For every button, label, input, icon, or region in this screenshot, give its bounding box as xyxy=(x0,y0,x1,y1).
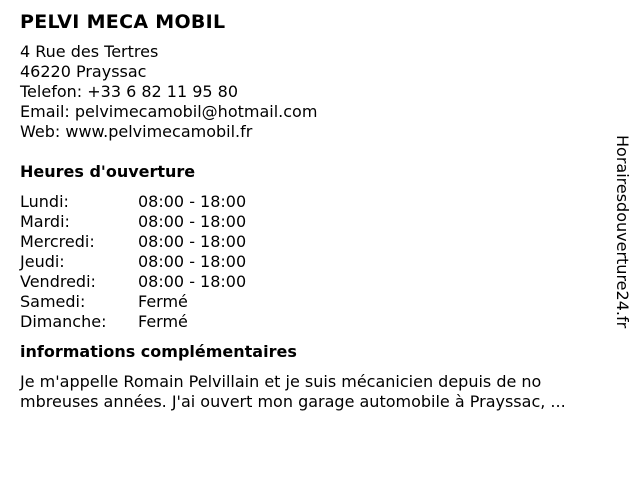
time-value: 08:00 - 18:00 xyxy=(138,252,247,271)
address-street: 4 Rue des Tertres xyxy=(20,42,159,61)
hours-row-thursday xyxy=(20,252,610,272)
day-label: Samedi: xyxy=(20,292,86,311)
hours-row-friday xyxy=(20,272,610,292)
business-name: PELVI MECA MOBIL xyxy=(20,11,226,33)
day-label: Jeudi: xyxy=(20,252,65,271)
day-label: Mercredi: xyxy=(20,232,95,251)
hours-row-tuesday xyxy=(20,212,610,232)
time-value: 08:00 - 18:00 xyxy=(138,272,247,291)
info-line-2: mbreuses années. J'ai ouvert mon garage automobile à Prayssac, ... xyxy=(20,392,566,411)
hours-table xyxy=(20,192,610,332)
day-label: Lundi: xyxy=(20,192,69,211)
time-value: 08:00 - 18:00 xyxy=(138,212,247,231)
hours-row-saturday xyxy=(20,292,610,312)
day-label: Mardi: xyxy=(20,212,70,231)
web-line: Web: www.pelvimecamobil.fr xyxy=(20,122,253,141)
hours-row-wednesday xyxy=(20,232,610,252)
hours-heading: Heures d'ouverture xyxy=(20,162,196,181)
time-value: Fermé xyxy=(138,312,188,331)
phone-line: Telefon: +33 6 82 11 95 80 xyxy=(20,82,239,101)
time-value: Fermé xyxy=(138,292,188,311)
info-line-1: Je m'appelle Romain Pelvillain et je suis mécanicien depuis de no xyxy=(20,372,542,391)
address-city: 46220 Prayssac xyxy=(20,62,147,81)
watermark-text: Horairesdouverture24.fr xyxy=(613,135,632,329)
day-label: Dimanche: xyxy=(20,312,107,331)
business-card xyxy=(20,10,610,412)
time-value: 08:00 - 18:00 xyxy=(138,232,247,251)
time-value: 08:00 - 18:00 xyxy=(138,192,247,211)
hours-row-monday xyxy=(20,192,610,212)
day-label: Vendredi: xyxy=(20,272,96,291)
hours-row-sunday xyxy=(20,312,610,332)
info-heading: informations complémentaires xyxy=(20,342,297,361)
info-description xyxy=(20,372,610,412)
email-line: Email: pelvimecamobil@hotmail.com xyxy=(20,102,318,121)
